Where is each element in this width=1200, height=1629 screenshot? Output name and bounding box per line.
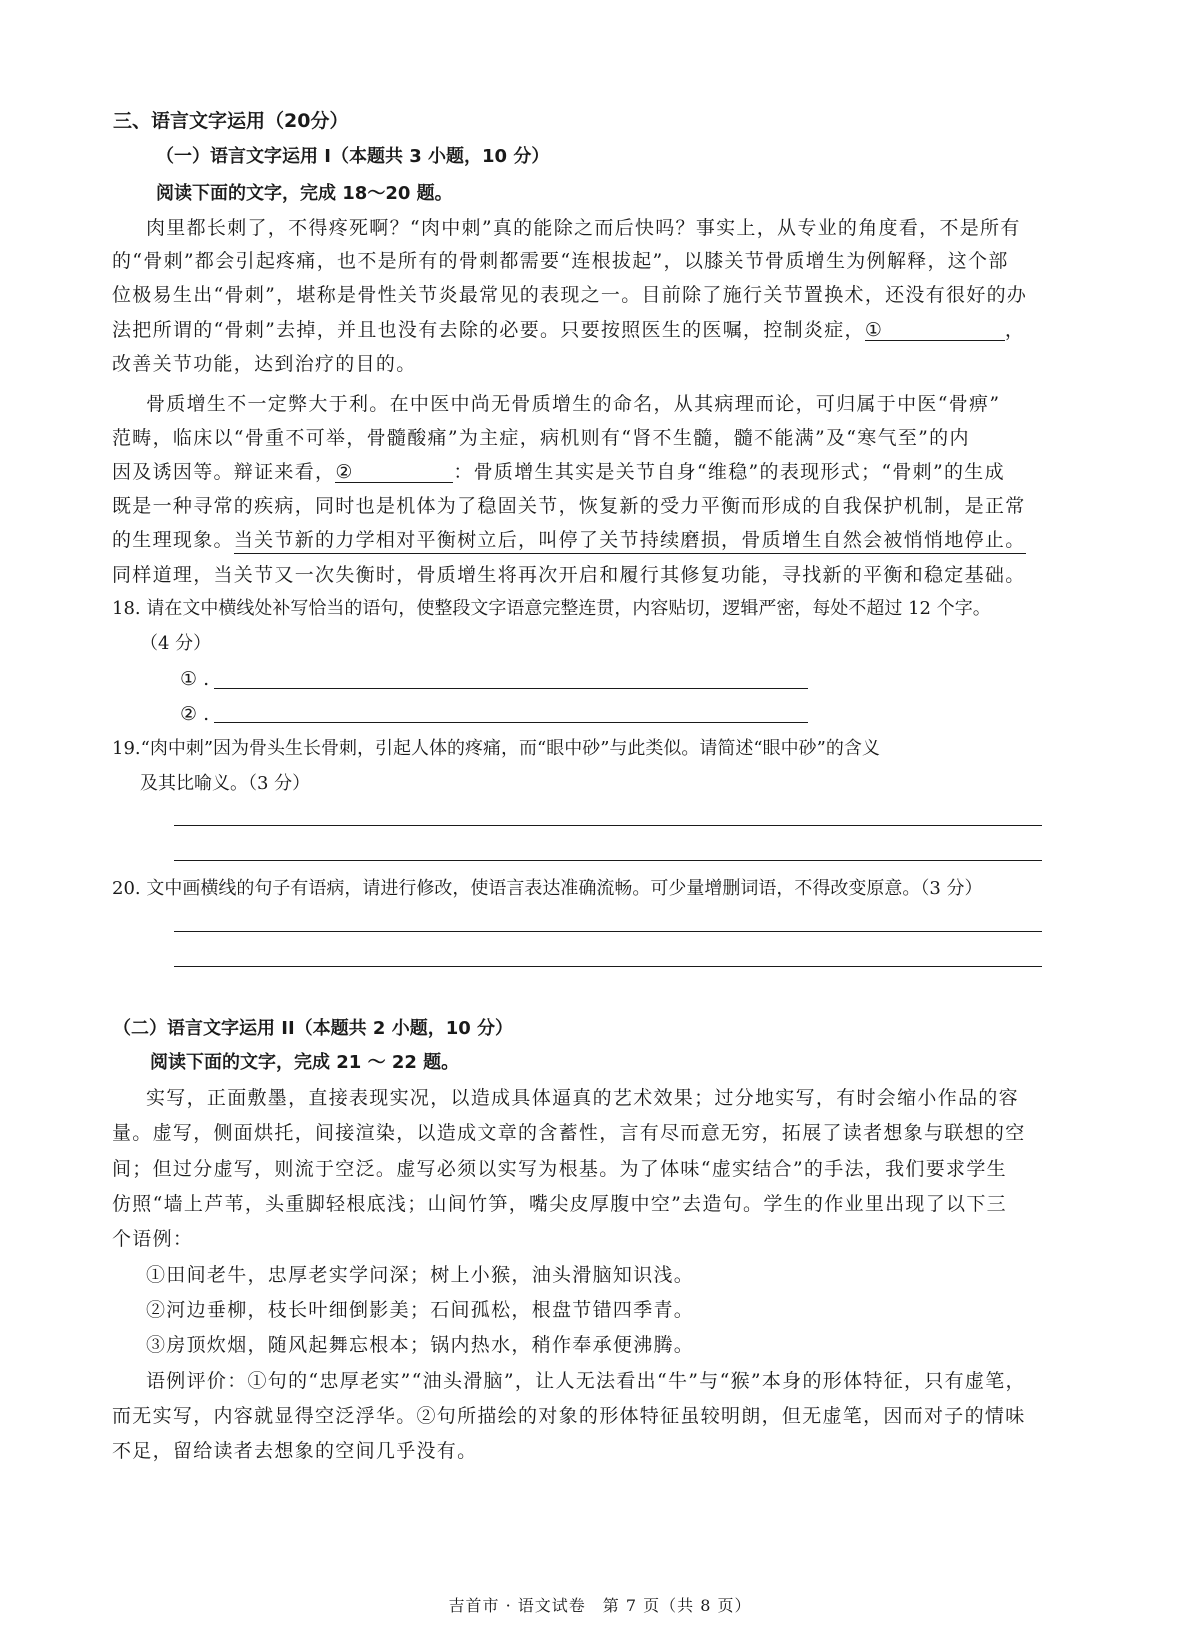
answer-19-line-2[interactable]	[174, 860, 1042, 861]
passage1-para2-line5	[112, 531, 1026, 550]
underlined-sentence: 当关节新的力学相对平衡树立后，叫停了关节持续磨损，骨质增生自然会被悄悄地停止。	[234, 529, 1026, 554]
part2-heading: （二）语言文字运用 II（本题共 2 小题，10 分）	[113, 1018, 514, 1039]
passage1-para2-line2: 范畴，临床以“骨重不可举，骨髓酸痛”为主症，病机则有“肾不生髓，髓不能满”及“寒气至”的内	[112, 427, 970, 449]
answer-20-line-1[interactable]	[174, 931, 1042, 932]
passage1-para1-line3: 位极易生出“骨刺”，堪称是骨性关节炎最常见的表现之一。目前除了施行关节置换术，还没有很好的办	[112, 284, 1028, 306]
section-heading: 三、语言文字运用（20分）	[113, 110, 349, 132]
question-18-line2: （4 分）	[140, 633, 212, 654]
passage2-para1-line1: 实写，正面敷墨，直接表现实况，以造成具体逼真的艺术效果；过分地实写，有时会缩小作品的容	[146, 1087, 1019, 1109]
passage1-para1-line4	[112, 321, 1025, 341]
part1-instruction: 阅读下面的文字，完成 18～20 题。	[156, 183, 453, 204]
passage1-para1-line4-comma: ，	[1004, 319, 1026, 341]
example-1: ①田间老牛，忠厚老实学问深；树上小猴，油头滑脑知识浅。	[146, 1264, 695, 1286]
answer-18-1-line[interactable]	[214, 688, 808, 689]
passage2-para1-line2: 量。虚写，侧面烘托，间接渲染，以造成文章的含蓄性，言有尽而意无穷，拓展了读者想象与联想的空	[112, 1122, 1026, 1144]
passage1-para1-line2: 的“骨刺”都会引起疼痛，也不是所有的骨刺都需要“连根拔起”，以膝关节骨质增生为例解释，这个部	[112, 250, 1009, 272]
passage1-para2-line6: 同样道理，当关节又一次失衡时，骨质增生将再次开启和履行其修复功能，寻找新的平衡和稳定基础。	[112, 564, 1026, 586]
question-19-line2: 及其比喻义。（3 分）	[140, 773, 311, 794]
answer-18-2-line[interactable]	[214, 722, 808, 723]
passage1-para2-line3-rest: ：骨质增生其实是关节自身“维稳”的表现形式；“骨刺”的生成	[453, 461, 1005, 483]
answer-18-2-label: ② .	[180, 703, 210, 725]
passage2-para1-line5: 个语例：	[112, 1228, 194, 1250]
fill-blank-1-marker: ①	[864, 319, 884, 341]
part2-instruction: 阅读下面的文字，完成 21 ～ 22 题。	[150, 1052, 460, 1073]
passage1-para1-line5: 改善关节功能，达到治疗的目的。	[112, 353, 417, 375]
passage2-para1-line4: 仿照“墙上芦苇，头重脚轻根底浅；山间竹笋，嘴尖皮厚腹中空”去造句。学生的作业里出现了以下三	[112, 1193, 1007, 1215]
answer-19-line-1[interactable]	[174, 825, 1042, 826]
passage1-para1-line4-text: 法把所谓的“骨刺”去掉，并且也没有去除的必要。只要按照医生的医嘱，控制炎症，	[112, 319, 865, 341]
part1-heading: （一）语言文字运用 I（本题共 3 小题，10 分）	[156, 146, 550, 167]
answer-18-1-label: ① .	[180, 668, 210, 690]
answer-20-line-2[interactable]	[174, 966, 1042, 967]
question-20-line1: 20. 文中画横线的句子有语病，请进行修改，使语言表达准确流畅。可少量增删词语，不得改变原意。（3 分）	[112, 878, 983, 899]
passage1-para2-line4: 既是一种寻常的疾病，同时也是机体为了稳固关节，恢复新的受力平衡而形成的自我保护机制，是正常	[112, 495, 1026, 517]
fill-blank-1	[865, 321, 1005, 341]
fill-blank-2-marker: ②	[335, 461, 354, 483]
fill-blank-2	[335, 463, 453, 483]
passage1-para2-line3	[112, 463, 1005, 483]
passage1-para2-line3-text: 因及诱因等。辩证来看，	[112, 461, 336, 483]
example-2: ②河边垂柳，枝长叶细倒影美；石间孤松，根盘节错四季青。	[146, 1299, 695, 1321]
passage2-para2-line3: 不足，留给读者去想象的空间几乎没有。	[112, 1440, 478, 1462]
passage1-para2-line1: 骨质增生不一定弊大于利。在中医中尚无骨质增生的命名，从其病理而论，可归属于中医“骨痹”	[146, 393, 1001, 415]
passage1-para1-line1: 肉里都长刺了，不得疼死啊？“肉中刺”真的能除之而后快吗？事实上，从专业的角度看，不是所有	[146, 217, 1021, 239]
passage1-para2-line5-text: 的生理现象。	[112, 529, 234, 551]
passage2-para2-line2: 而无实写，内容就显得空泛浮华。②句所描绘的对象的形体特征虽较明朗，但无虚笔，因而对子的情味	[112, 1405, 1026, 1427]
page-footer: 吉首市 · 语文试卷 第 7 页（共 8 页）	[448, 1596, 752, 1615]
example-3: ③房顶炊烟，随风起舞忘根本；锅内热水，稍作奉承便沸腾。	[146, 1334, 695, 1356]
question-18-line1: 18. 请在文中横线处补写恰当的语句，使整段文字语意完整连贯，内容贴切，逻辑严密，每处不超过 12 个字。	[112, 598, 991, 619]
question-19-line1: 19.“肉中刺”因为骨头生长骨刺，引起人体的疼痛，而“眼中砂”与此类似。请简述“眼中砂”的含义	[112, 738, 880, 759]
passage2-para2-line1: 语例评价：①句的“忠厚老实”“油头滑脑”，让人无法看出“牛”与“猴”本身的形体特征，只有虚笔，	[146, 1370, 1026, 1392]
passage2-para1-line3: 间；但过分虚写，则流于空泛。虚写必须以实写为根基。为了体味“虚实结合”的手法，我们要求学生	[112, 1158, 1007, 1180]
